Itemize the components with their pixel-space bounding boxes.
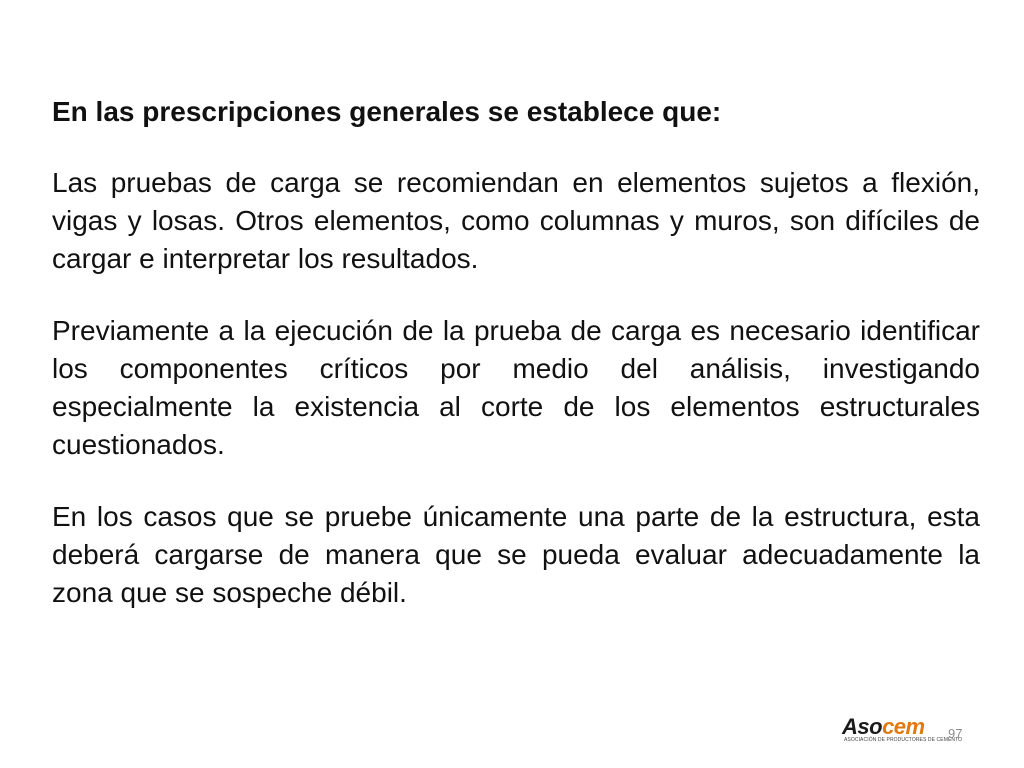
page-number: 97	[948, 726, 963, 741]
paragraph-critical-components: Previamente a la ejecución de la prueba de carga es necesario identificar los componentes críticos por medio del análisis, investigando especialmente la existencia al corte de los elementos estructurales cuestionados.	[52, 315, 980, 460]
paragraph-partial-testing: En los casos que se pruebe únicamente una parte de la estructura, esta deberá cargarse de manera que se pueda evaluar adecuadamente la zona que se sospeche débil.	[52, 501, 980, 608]
slide-content	[52, 94, 980, 646]
logo-main-text: Aso	[842, 714, 883, 739]
slide-heading: En las prescripciones generales se establece que:	[52, 96, 722, 127]
logo-accent-text: cem	[882, 714, 925, 739]
paragraph-load-tests: Las pruebas de carga se recomiendan en elementos sujetos a flexión, vigas y losas. Otros elementos, como columnas y muros, son difíciles de cargar e interpretar los resultados.	[52, 167, 980, 274]
logo-subtitle: ASOCIACIÓN DE PRODUCTORES DE CEMENTO	[844, 737, 963, 743]
